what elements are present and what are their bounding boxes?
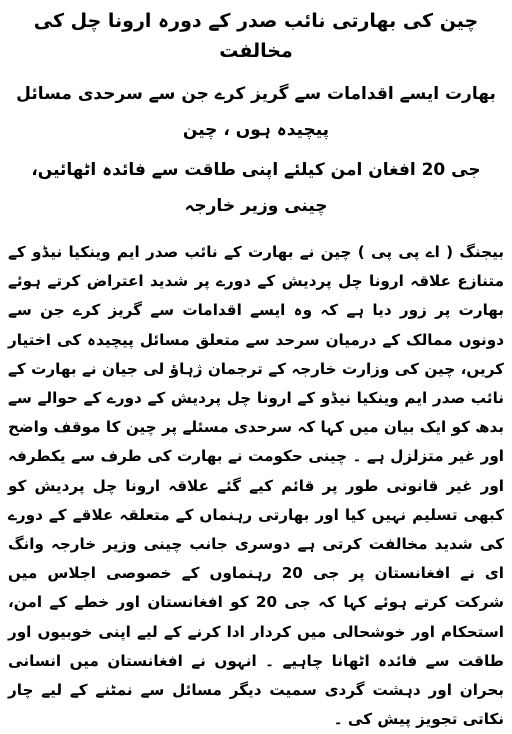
headline-main: چین کی بھارتی نائب صدر کے دورہ ارونا چل کی مخالفت [33,10,479,62]
article-body: بیجنگ ( اے پی پی ) چین نے بھارت کے نائب صدر ایم وینکیا نیڈو کے متنازع علاقہ ارونا چل پردیش کے دورے پر شدید اعتراض کرتے ہوئے بھارت پر زور دیا ہے کہ وہ ایسے اقدامات سے گریز کرے جن سے دونوں ممالک کے درمیان سرحد سے متعلق مسائل پیچیدہ کی اختیار کریں، چین کی وزارت خارجہ کے ترجمان ژہاؤ لی جیان نے بھارت کے نائب صدر ایم وینکیا نیڈو کے ارونا چل پردیش کے دورے کے حوالے سے بدھ کو ایک بیان میں کہا کہ سرحدی مسئلے پر چین کا موقف واضح اور غیر متزلزل ہے ۔ چینی حکومت نے بھارت کی طرف سے یکطرفہ اور غیر قانونی طور پر قائم کیے گئے علاقہ ارونا چل پردیش کو کبھی تسلیم نہیں کیا اور بھارتی رہنماں کے متعلقہ علاقے کے دورے کی شدید مخالفت کرتی ہے دوسری جانب چینی وزیر خارجہ وانگ ای نے افغانستان پر جی 20 رہنماوں کے خصوصی اجلاس میں شرکت کرتے ہوئے کہا کہ جی 20 کو افغانستان اور خطے کے امن، استحکام اور خوشحالی میں کردار ادا کرنے کے لیے اپنی خوبیوں اور طاقت سے فائدہ اٹھانا چاہیے ۔ انہوں نے افغانستان میں انسانی بحران اور دہشت گردی سمیت دیگر مسائل سے نمٹنے کے لیے چار نکاتی تجویز پیش کی ۔ [8,243,504,729]
headline-sub-1: بھارت ایسے اقدامات سے گریز کرے جن سے سرحدی مسائل پیچیدہ ہوں ، چین [16,84,496,140]
headline-sub-2: جی 20 افغان امن کیلئے اپنی طاقت سے فائدہ اٹھائیں، چینی وزیر خارجہ [31,160,481,216]
